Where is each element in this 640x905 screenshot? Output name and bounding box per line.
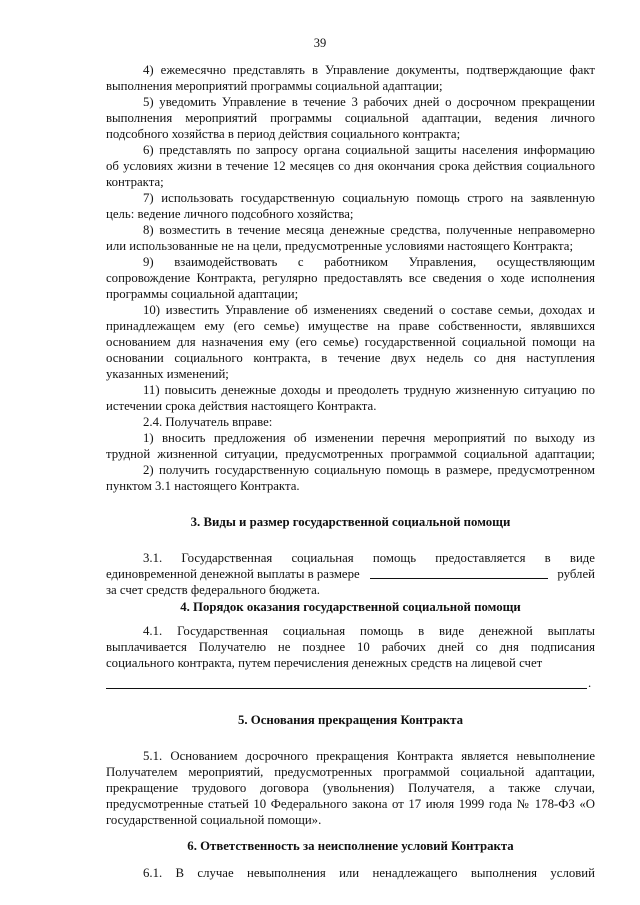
paragraph-line: 2.4. Получатель вправе: (143, 415, 273, 429)
paragraph-line: 1) вносить предложения об изменении перечня мероприятий по выходу из (143, 431, 595, 445)
account-number-blank (106, 688, 587, 689)
paragraph-line: 7) использовать государственную социальную помощь строго на заявленную (143, 191, 595, 205)
paragraph-line: за счет средств федерального бюджета. (106, 583, 320, 597)
paragraph-line: выплачивается Получателю не позднее 10 рабочих дней со дня подписания (106, 640, 595, 654)
page-number: 39 (313, 36, 327, 50)
paragraph-line: 4.1. Государственная социальная помощь в виде денежной выплаты (143, 624, 595, 638)
paragraph-line: Получателем мероприятий, предусмотренных программой социальной адаптации, (106, 765, 595, 779)
line-end-period: . (588, 676, 592, 690)
section-heading: 4. Порядок оказания государственной социальной помощи (180, 600, 521, 614)
paragraph-line: 8) возместить в течение месяца денежные средства, полученные неправомерно (143, 223, 595, 237)
paragraph-line: 6) представлять по запросу органа социальной защиты населения информацию (143, 143, 595, 157)
paragraph-line: подсобного хозяйства в период действия социального контракта; (106, 127, 461, 141)
paragraph-line: контракта; (106, 175, 164, 189)
paragraph-line: выполнения мероприятий программы социальной адаптации; (106, 79, 443, 93)
paragraph-line: 11) повысить денежные доходы и преодолеть трудную жизненную ситуацию по (143, 383, 595, 397)
payment-amount-blank (370, 567, 548, 579)
paragraph-line: об условиях жизни в течение 12 месяцев со дня окончания срока действия социального (106, 159, 595, 173)
paragraph-line: истечении срока действия настоящего Контракта. (106, 399, 377, 413)
paragraph-line: пунктом 3.1 настоящего Контракта. (106, 479, 300, 493)
paragraph-line: 6.1. В случае невыполнения или ненадлежащего выполнения условий (143, 866, 595, 880)
currency-label: рублей (557, 567, 595, 581)
section-heading: 3. Виды и размер государственной социальной помощи (190, 515, 511, 529)
paragraph-line: государственной социальной помощи». (106, 813, 322, 827)
paragraph-line: 3.1. Государственная социальная помощь предоставляется в виде (143, 551, 595, 565)
paragraph-line: 4) ежемесячно представлять в Управление документы, подтверждающие факт (143, 63, 595, 77)
paragraph-line: принадлежащем ему (его семье) имуществе на праве собственности, являвшихся (106, 319, 595, 333)
paragraph-line: 5) уведомить Управление в течение 3 рабочих дней о досрочном прекращении (143, 95, 595, 109)
paragraph-line: социального контракта, путем перечисления денежных средств на лицевой счет (106, 656, 543, 670)
section-heading: 6. Ответственность за неисполнение условий Контракта (187, 839, 514, 853)
paragraph-line: основании социального контракта, в течение двух недель со дня наступления (106, 351, 595, 365)
paragraph-line: 10) известить Управление об изменениях сведений о составе семьи, доходах и (143, 303, 595, 317)
paragraph-line: 9) взаимодействовать с работником Управления, осуществляющим (143, 255, 595, 269)
paragraph-line: 2) получить государственную социальную помощь в размере, предусмотренном (143, 463, 595, 477)
paragraph-line: или использованные не на цели, предусмотренные условиями настоящего Контракта; (106, 239, 574, 253)
paragraph-line: выполнения мероприятий программы социальной адаптации, ведения личного (106, 111, 595, 125)
paragraph-line: предусмотренные статьей 10 Федерального закона от 17 июля 1999 года № 178-ФЗ «О (106, 797, 595, 811)
paragraph-line: трудной жизненной ситуации, предусмотренных программой социальной адаптации; (106, 447, 595, 461)
paragraph-line: основанием для назначения ему (его семье) государственной социальной помощи на (106, 335, 595, 349)
section-heading: 5. Основания прекращения Контракта (237, 713, 464, 727)
paragraph-line: программы социальной адаптации; (106, 287, 299, 301)
paragraph-line: 5.1. Основанием досрочного прекращения Контракта является невыполнение (143, 749, 595, 763)
paragraph-line: прекращение трудового договора (увольнения) Получателя, а также случаи, (106, 781, 595, 795)
paragraph-line: указанных изменений; (106, 367, 229, 381)
paragraph-line: сопровождение Контракта, регулярно предоставлять все сведения о ходе исполнения (106, 271, 595, 285)
paragraph-line: цель: ведение личного подсобного хозяйства; (106, 207, 354, 221)
paragraph-line (106, 567, 595, 582)
payment-amount-label: единовременной денежной выплаты в размере (106, 567, 360, 581)
